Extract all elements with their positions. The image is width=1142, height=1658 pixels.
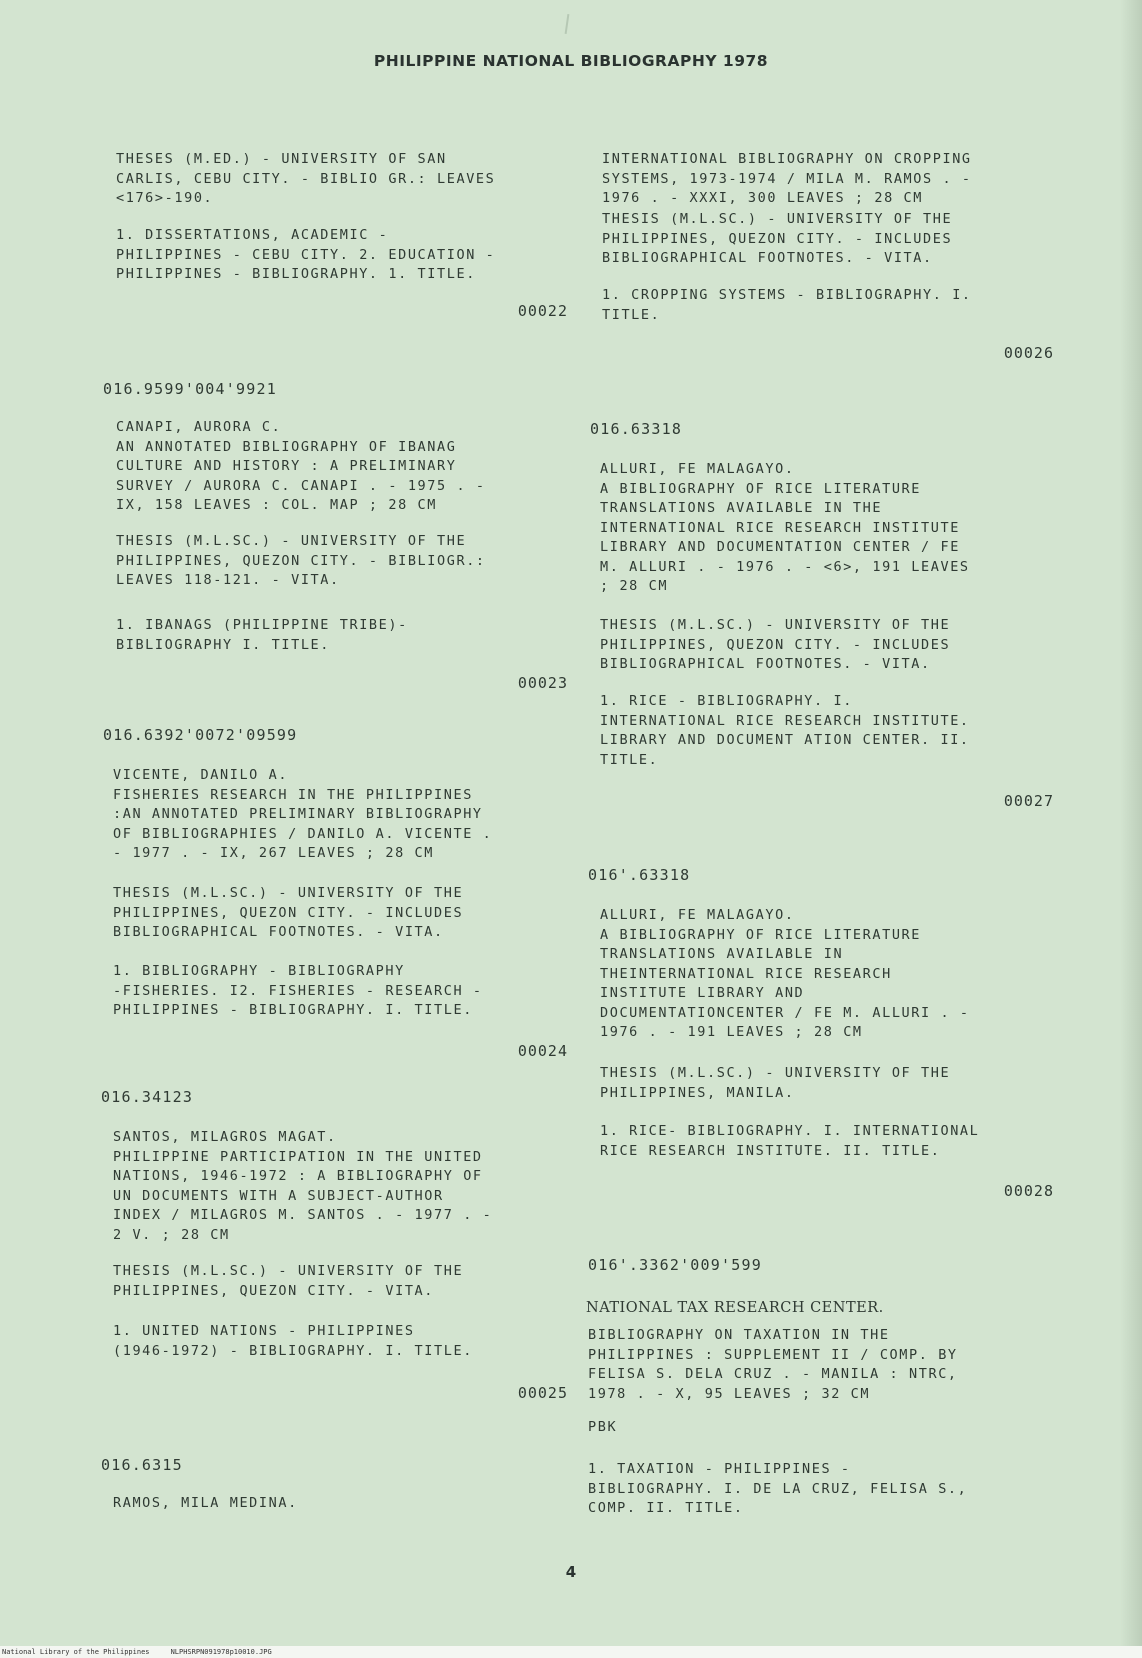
entry-00026-main: INTERNATIONAL BIBLIOGRAPHY ON CROPPING SYSTEMS, 1973-1974 / MILA M. RAMOS . - 1976 . - XXXI, 300 LEAVES ; 28 CM [602, 151, 972, 206]
scan-mark [565, 14, 570, 34]
entry-00022-subjects: 1. DISSERTATIONS, ACADEMIC - PHILIPPINES - CEBU CITY. 2. EDUCATION - PHILIPPINES - BIBLIOGRAPHY. 1. TITLE. [116, 227, 496, 282]
entry-00023-thesis-note: THESIS (M.L.SC.) - UNIVERSITY OF THE PHILIPPINES, QUEZON CITY. - BIBLIOGR.: LEAVES 118-121. - VITA. [116, 533, 486, 588]
entry-00028-record-number: 00028 [1003, 1182, 1054, 1200]
entry-00027-subjects: 1. RICE - BIBLIOGRAPHY. I. INTERNATIONAL RICE RESEARCH INSTITUTE. LIBRARY AND DOCUMENT ATION CENTER. II. TITLE. [600, 693, 970, 768]
entry-00026-call-number: 016.6315 [101, 1456, 183, 1474]
entry-00022-record-number: 00022 [517, 302, 568, 320]
entry-00025-subjects: 1. UNITED NATIONS - PHILIPPINES (1946-1972) - BIBLIOGRAPHY. I. TITLE. [113, 1323, 473, 1359]
entry-00029-subjects: 1. TAXATION - PHILIPPINES - BIBLIOGRAPHY. I. DE LA CRUZ, FELISA S., COMP. II. TITLE. [588, 1461, 968, 1516]
entry-00024-call-number: 016.6392'0072'09599 [103, 726, 298, 744]
entry-00023-main: CANAPI, AURORA C. AN ANNOTATED BIBLIOGRAPHY OF IBANAG CULTURE AND HISTORY : A PRELIMINARY SURVEY / AURORA C. CANAPI . - 1975 . - IX, 158 LEAVES : COL. MAP ; 28 CM [116, 419, 486, 513]
entry-00027-record-number: 00027 [1003, 792, 1054, 810]
entry-00023-call-number: 016.9599'004'9921 [103, 380, 277, 398]
entry-00027-thesis-note: THESIS (M.L.SC.) - UNIVERSITY OF THE PHILIPPINES, QUEZON CITY. - INCLUDES BIBLIOGRAPHICAL FOOTNOTES. - VITA. [600, 617, 951, 672]
entry-00025-call-number: 016.34123 [101, 1088, 194, 1106]
entry-00022-description: THESES (M.ED.) - UNIVERSITY OF SAN CARLIS, CEBU CITY. - BIBLIO GR.: LEAVES <176>-190. [116, 151, 496, 206]
entry-00029-corporate-author: NATIONAL TAX RESEARCH CENTER. [586, 1300, 884, 1316]
entry-00027-main: ALLURI, FE MALAGAYO. A BIBLIOGRAPHY OF RICE LITERATURE TRANSLATIONS AVAILABLE IN THE INTERNATIONAL RICE RESEARCH INSTITUTE LIBRARY AND DOCUMENTATION CENTER / FE M. ALLURI . - 1976 . - <6>, 191 LEAVES ; 28 CM [600, 461, 970, 594]
scan-credit: National Library of the Philippines NLPHSRPN091978p10010.JPG [2, 1648, 272, 1656]
entry-00026-subjects: 1. CROPPING SYSTEMS - BIBLIOGRAPHY. I. TITLE. [602, 287, 972, 323]
entry-00028-call-number: 016'.63318 [588, 866, 691, 884]
entry-00026-author: RAMOS, MILA MEDINA. [113, 1495, 298, 1511]
entry-00025-record-number: 00025 [517, 1384, 568, 1402]
entry-00027-call-number: 016.63318 [590, 420, 683, 438]
entry-00025-thesis-note: THESIS (M.L.SC.) - UNIVERSITY OF THE PHILIPPINES, QUEZON CITY. - VITA. [113, 1263, 464, 1299]
entry-00024-thesis-note: THESIS (M.L.SC.) - UNIVERSITY OF THE PHILIPPINES, QUEZON CITY. - INCLUDES BIBLIOGRAPHICAL FOOTNOTES. - VITA. [113, 885, 464, 940]
entry-00029-call-number: 016'.3362'009'599 [588, 1256, 762, 1274]
entry-00024-subjects: 1. BIBLIOGRAPHY - BIBLIOGRAPHY -FISHERIES. I2. FISHERIES - RESEARCH - PHILIPPINES - BIBLIOGRAPHY. I. TITLE. [113, 963, 483, 1018]
entry-00025-main: SANTOS, MILAGROS MAGAT. PHILIPPINE PARTICIPATION IN THE UNITED NATIONS, 1946-1972 : A BIBLIOGRAPHY OF UN DOCUMENTS WITH A SUBJECT-AUTHOR INDEX / MILAGROS M. SANTOS . - 1977 . - 2 V. ; 28 CM [113, 1129, 493, 1243]
page-title: PHILIPPINE NATIONAL BIBLIOGRAPHY 1978 [373, 52, 769, 70]
entry-00026-record-number: 00026 [1003, 344, 1054, 362]
entry-00029-binding-note: PBK [588, 1419, 618, 1435]
entry-00026-thesis-note: THESIS (M.L.SC.) - UNIVERSITY OF THE PHILIPPINES, QUEZON CITY. - INCLUDES BIBLIOGRAPHICAL FOOTNOTES. - VITA. [602, 211, 953, 266]
entry-00024-record-number: 00024 [517, 1042, 568, 1060]
entry-00028-main: ALLURI, FE MALAGAYO. A BIBLIOGRAPHY OF RICE LITERATURE TRANSLATIONS AVAILABLE IN THEINTERNATIONAL RICE RESEARCH INSTITUTE LIBRARY AND DOCUMENTATIONCENTER / FE M. ALLURI . - 1976 . - 191 LEAVES ; 28 CM [600, 907, 970, 1040]
entry-00023-subjects: 1. IBANAGS (PHILIPPINE TRIBE)- BIBLIOGRAPHY I. TITLE. [116, 617, 408, 653]
scan-footer [0, 1646, 1142, 1658]
entry-00028-thesis-note: THESIS (M.L.SC.) - UNIVERSITY OF THE PHILIPPINES, MANILA. [600, 1065, 951, 1101]
page-number: 4 [565, 1563, 577, 1581]
entry-00023-record-number: 00023 [517, 674, 568, 692]
entry-00029-main: BIBLIOGRAPHY ON TAXATION IN THE PHILIPPINES : SUPPLEMENT II / COMP. BY FELISA S. DELA CRUZ . - MANILA : NTRC, 1978 . - X, 95 LEAVES ; 32 CM [588, 1327, 958, 1402]
entry-00028-subjects: 1. RICE- BIBLIOGRAPHY. I. INTERNATIONAL RICE RESEARCH INSTITUTE. II. TITLE. [600, 1123, 980, 1159]
page-edge-shadow [1120, 0, 1142, 1658]
entry-00024-main: VICENTE, DANILO A. FISHERIES RESEARCH IN THE PHILIPPINES :AN ANNOTATED PRELIMINARY BIBLIOGRAPHY OF BIBLIOGRAPHIES / DANILO A. VICENTE . - 1977 . - IX, 267 LEAVES ; 28 CM [113, 767, 493, 861]
